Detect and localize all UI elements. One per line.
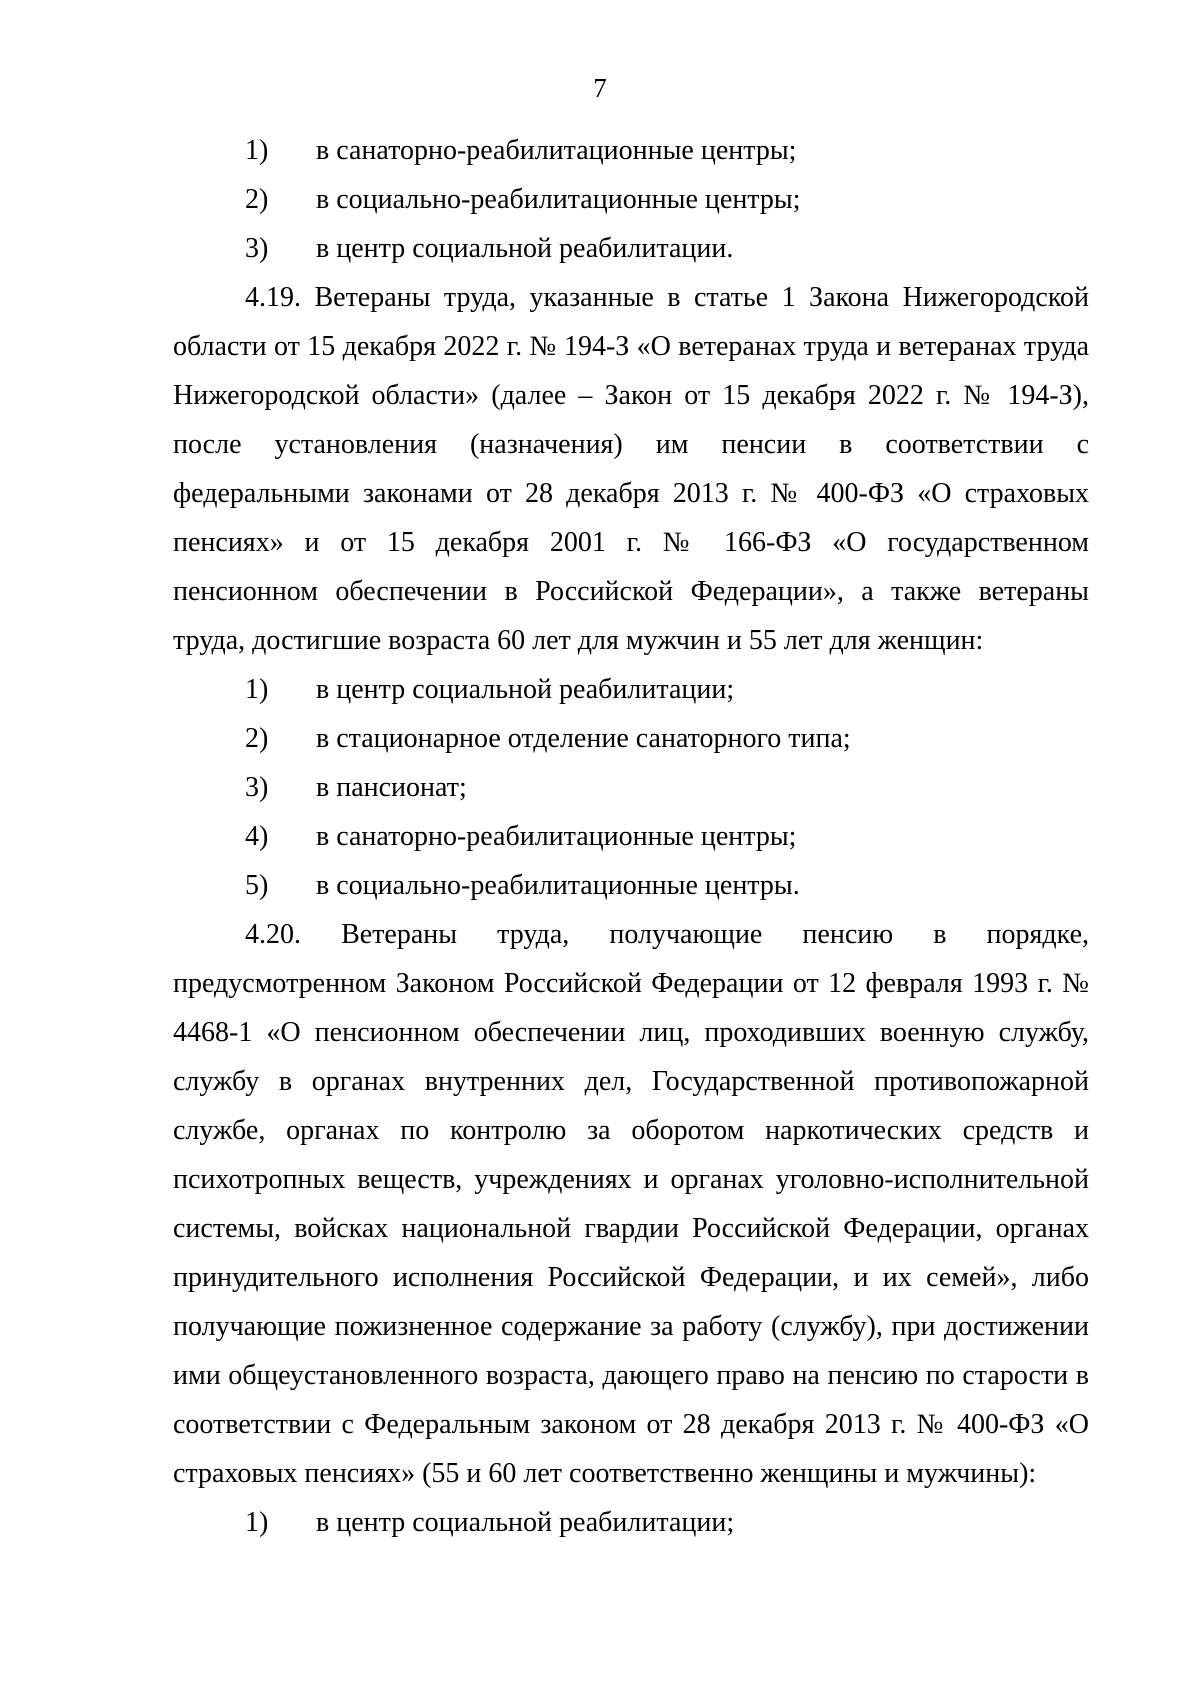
list-item-number: 3) — [245, 233, 269, 264]
list-item — [173, 714, 1089, 763]
list-item-text: в социально-реабилитационные центры. — [316, 870, 800, 901]
paragraph-4-19: 4.19. Ветераны труда, указанные в статье 1 Закона Нижегородской области от 15 декабря 2022 г. № 194-З «О ветеранах труда и ветеранах труда Нижегородской области» (далее – Закон от 15 декабря 2022 г. № 194-З), после установления (назначения) им пенсии в соответствии с федеральными законами от 28 декабря 2013 г. № 400-ФЗ «О страховых пенсиях» и от 15 декабря 2001 г. № 166-ФЗ «О государственном пенсионном обеспечении в Российской Федерации», а также ветераны труда, достигшие возраста 60 лет для мужчин и 55 лет для женщин: — [173, 282, 1089, 656]
list-item — [173, 812, 1089, 861]
list-item-text: в санаторно-реабилитационные центры; — [316, 821, 797, 852]
list-item — [173, 224, 1089, 273]
list-item-text: в центр социальной реабилитации; — [316, 1507, 735, 1538]
list-item-number: 2) — [245, 184, 269, 215]
list-item-number: 5) — [245, 870, 269, 901]
list-item — [173, 126, 1089, 175]
list-item — [173, 665, 1089, 714]
list-item-text: в санаторно-реабилитационные центры; — [316, 135, 797, 166]
list-item-number: 1) — [245, 1507, 269, 1538]
list-item-number: 4) — [245, 821, 269, 852]
list-item-text: в центр социальной реабилитации. — [316, 233, 734, 264]
list-item-number: 2) — [245, 723, 269, 754]
list-item-text: в центр социальной реабилитации; — [316, 674, 735, 705]
list-item-text: в социально-реабилитационные центры; — [316, 184, 801, 215]
list-item-text: в пансионат; — [316, 772, 467, 803]
list-item-number: 3) — [245, 772, 269, 803]
paragraph-4-20: 4.20. Ветераны труда, получающие пенсию в порядке, предусмотренном Законом Российской Федерации от 12 февраля 1993 г. № 4468-1 «О пенсионном обеспечении лиц, проходивших военную службу, службу в органах внутренних дел, Государственной противопожарной службе, органах по контролю за оборотом наркотических средств и психотропных веществ, учреждениях и органах уголовно-исполнительной системы, войсках национальной гвардии Российской Федерации, органах принудительного исполнения Российской Федерации, и их семей», либо получающие пожизненное содержание за работу (службу), при достижении ими общеустановленного возраста, дающего право на пенсию по старости в соответствии с Федеральным законом от 28 декабря 2013 г. № 400-ФЗ «О страховых пенсиях» (55 и 60 лет соответственно женщины и мужчины): — [173, 919, 1089, 1489]
document-body — [173, 126, 1089, 1547]
list-item-number: 1) — [245, 674, 269, 705]
page-number: 7 — [593, 73, 607, 103]
list-item-number: 1) — [245, 135, 269, 166]
list-item — [173, 763, 1089, 812]
list-item-text: в стационарное отделение санаторного типа; — [316, 723, 851, 754]
list-item — [173, 1498, 1089, 1547]
list-item — [173, 175, 1089, 224]
list-item — [173, 861, 1089, 910]
